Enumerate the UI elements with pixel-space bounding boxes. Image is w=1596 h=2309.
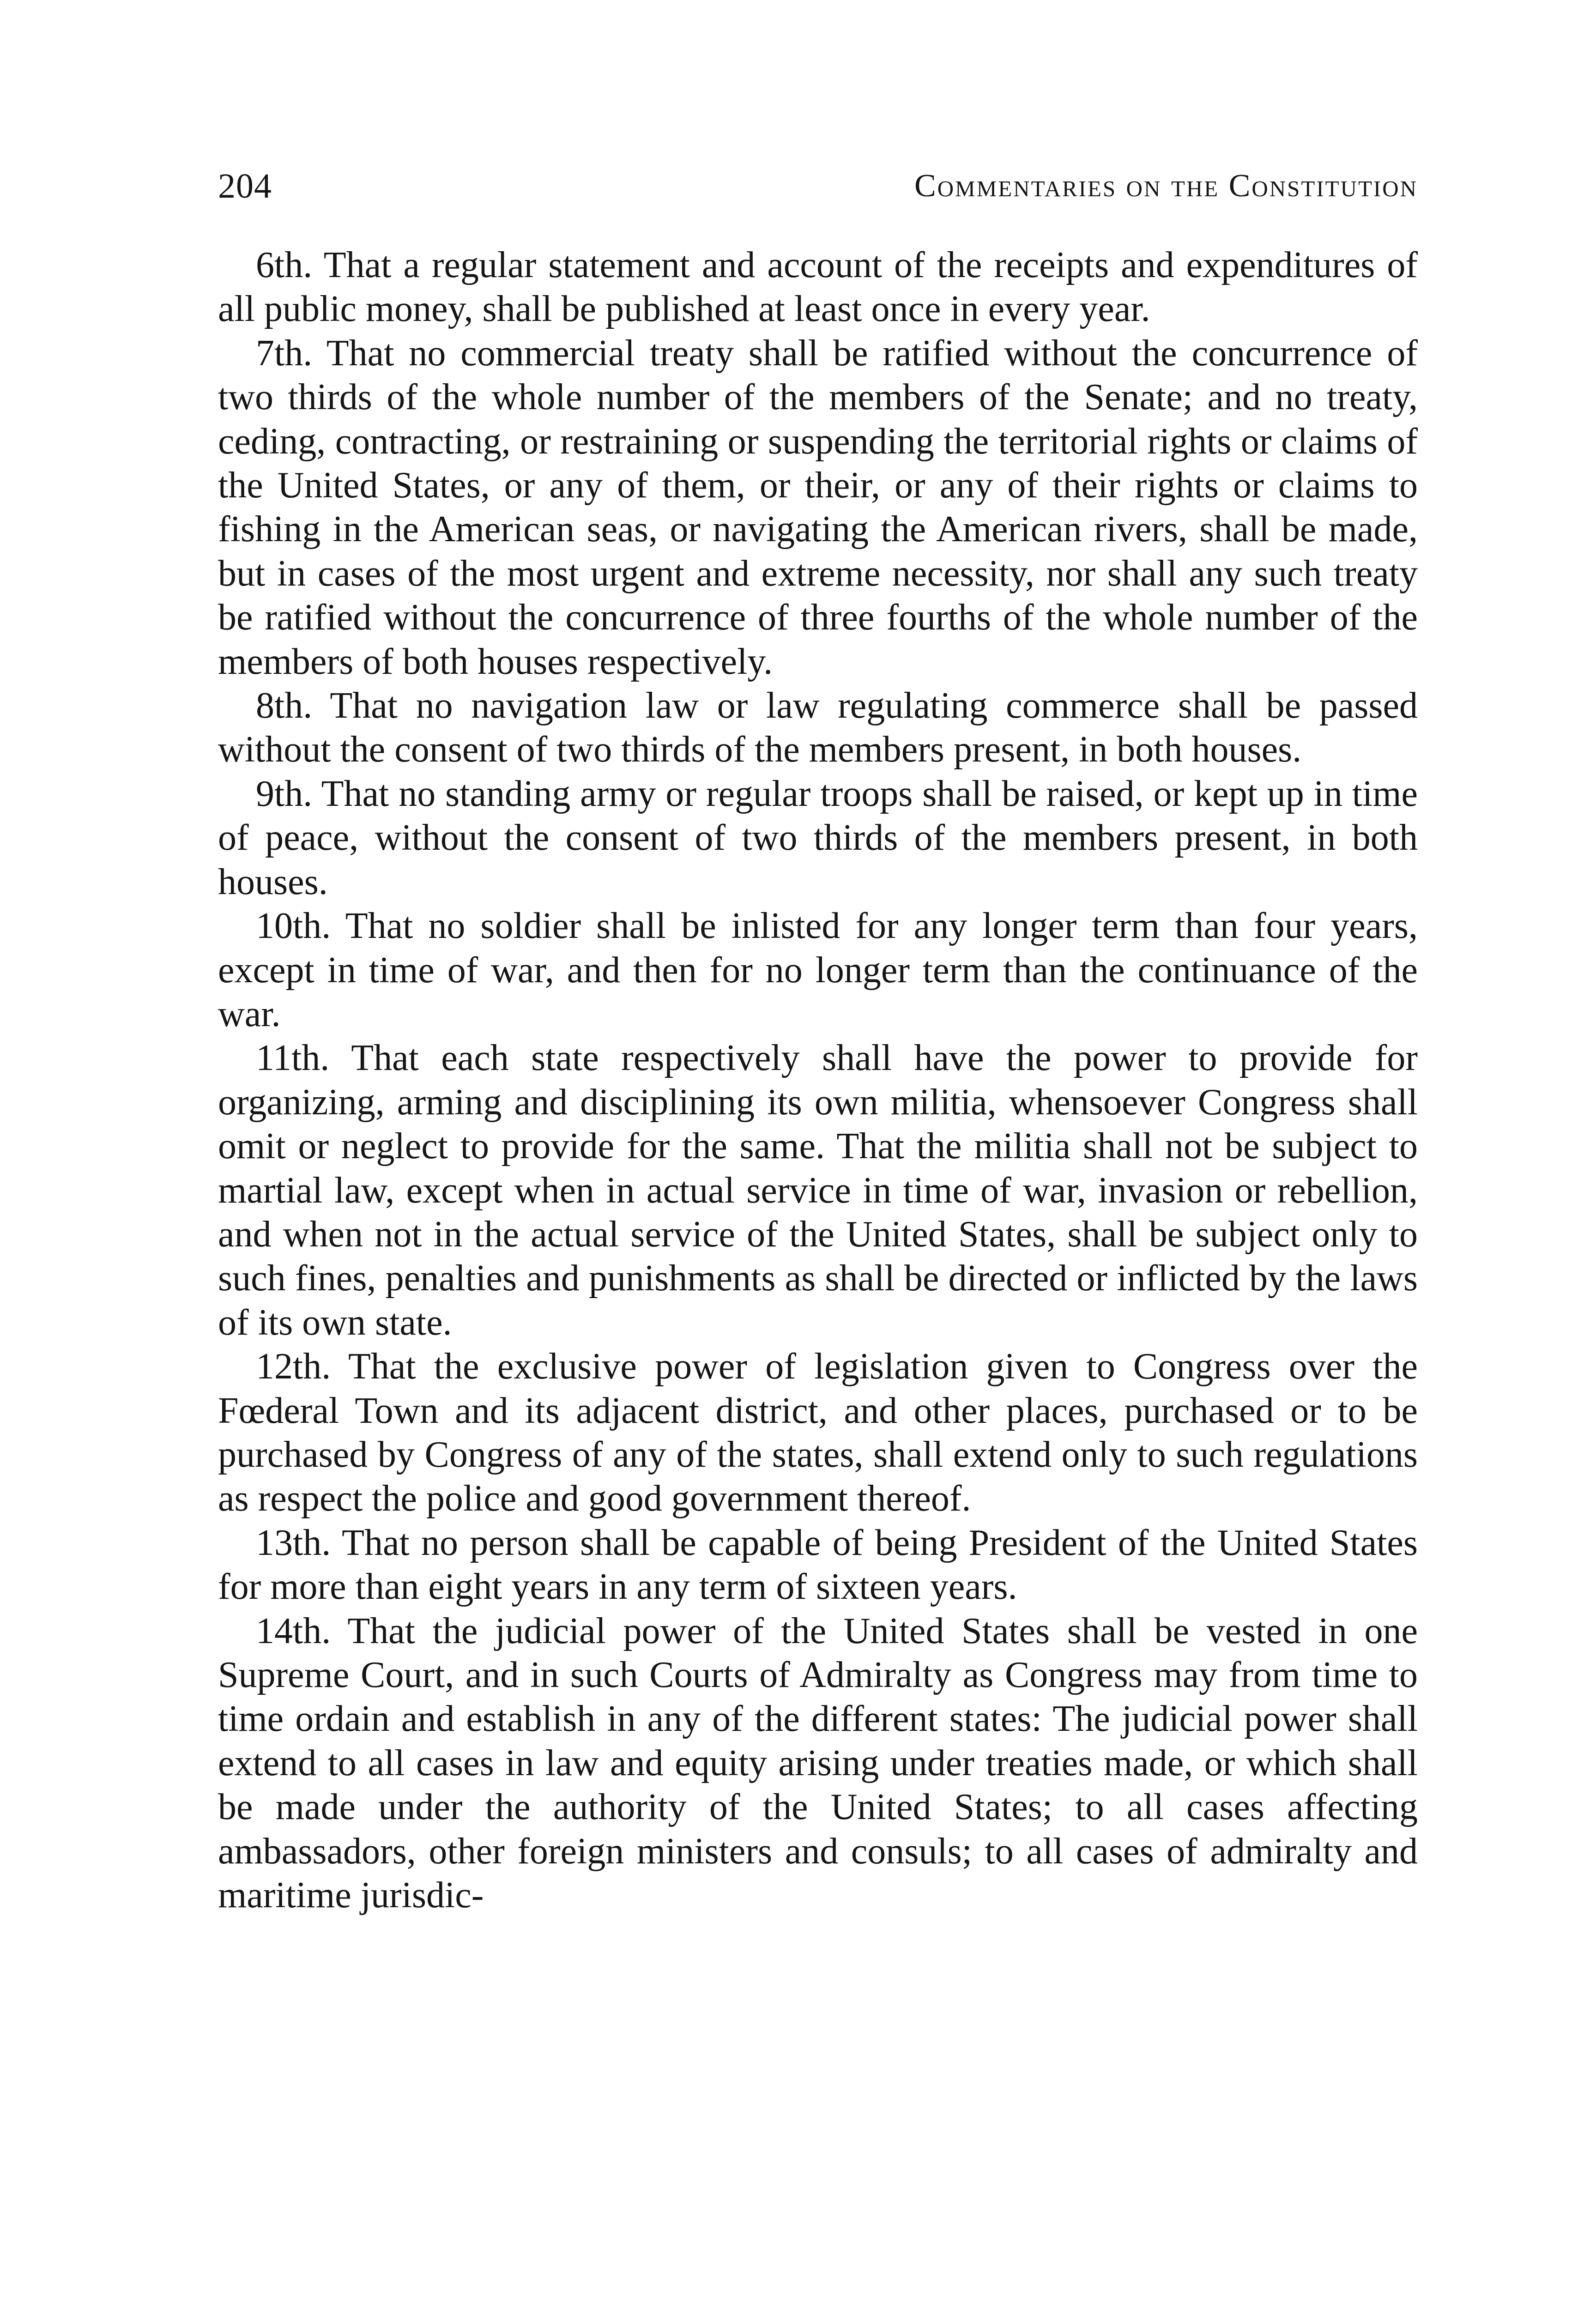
article-6-paragraph: 6th. That a regular statement and account of the receipts and expenditures of all public money, shall be published at least once in every year. — [218, 245, 1418, 330]
article-14-paragraph: 14th. That the judicial power of the United States shall be vested in one Supreme Court, and in such Courts of Admiralty as Congress may from time to time ordain and establish in any of the different states: The judicial power shall extend to all cases in law and equity arising under treaties made, or which shall be made under the authority of the United States; to all cases affecting ambassadors, other foreign ministers and consuls; to all cases of admiralty and maritime jurisdic- — [218, 1610, 1418, 1916]
running-head — [218, 161, 1418, 212]
article-9-paragraph: 9th. That no standing army or regular troops shall be raised, or kept up in time of peace, without the consent of two thirds of the members present, in both houses. — [218, 773, 1418, 902]
running-title: Commentaries on the Constitution — [914, 168, 1418, 204]
body-text — [218, 243, 1418, 1917]
page-number: 204 — [218, 167, 272, 206]
article-7-paragraph: 7th. That no commercial treaty shall be ratified without the concurrence of two thirds of the whole number of the members of the Senate; and no treaty, ceding, contracting, or restraining or suspending the territorial rights or claims of the United States, or any of them, or their, or any of their rights or claims to fishing in the American seas, or navigating the American rivers, shall be made, but in cases of the most urgent and extreme necessity, nor shall any such treaty be ratified without the concurrence of three fourths of the whole number of the members of both houses respectively. — [218, 332, 1418, 682]
article-11-paragraph: 11th. That each state respectively shall have the power to provide for organizing, arming and disciplining its own militia, whensoever Congress shall omit or neglect to provide for the same. That the militia shall not be subject to martial law, except when in actual service in time of war, invasion or rebellion, and when not in the actual service of the United States, shall be subject only to such fines, penalties and punishments as shall be directed or inflicted by the laws of its own state. — [218, 1038, 1418, 1343]
article-10-paragraph: 10th. That no soldier shall be inlisted for any longer term than four years, except in time of war, and then for no longer term than the continuance of the war. — [218, 906, 1418, 1034]
article-13-paragraph: 13th. That no person shall be capable of being President of the United States for more than eight years in any term of sixteen years. — [218, 1522, 1418, 1608]
article-12-paragraph: 12th. That the exclusive power of legislation given to Congress over the Fœderal Town and its adjacent district, and other places, purchased or to be purchased by Congress of any of the states, shall extend only to such regulations as respect the police and good government thereof. — [218, 1346, 1418, 1519]
article-8-paragraph: 8th. That no navigation law or law regulating commerce shall be passed without the consent of two thirds of the members present, in both houses. — [218, 685, 1418, 770]
